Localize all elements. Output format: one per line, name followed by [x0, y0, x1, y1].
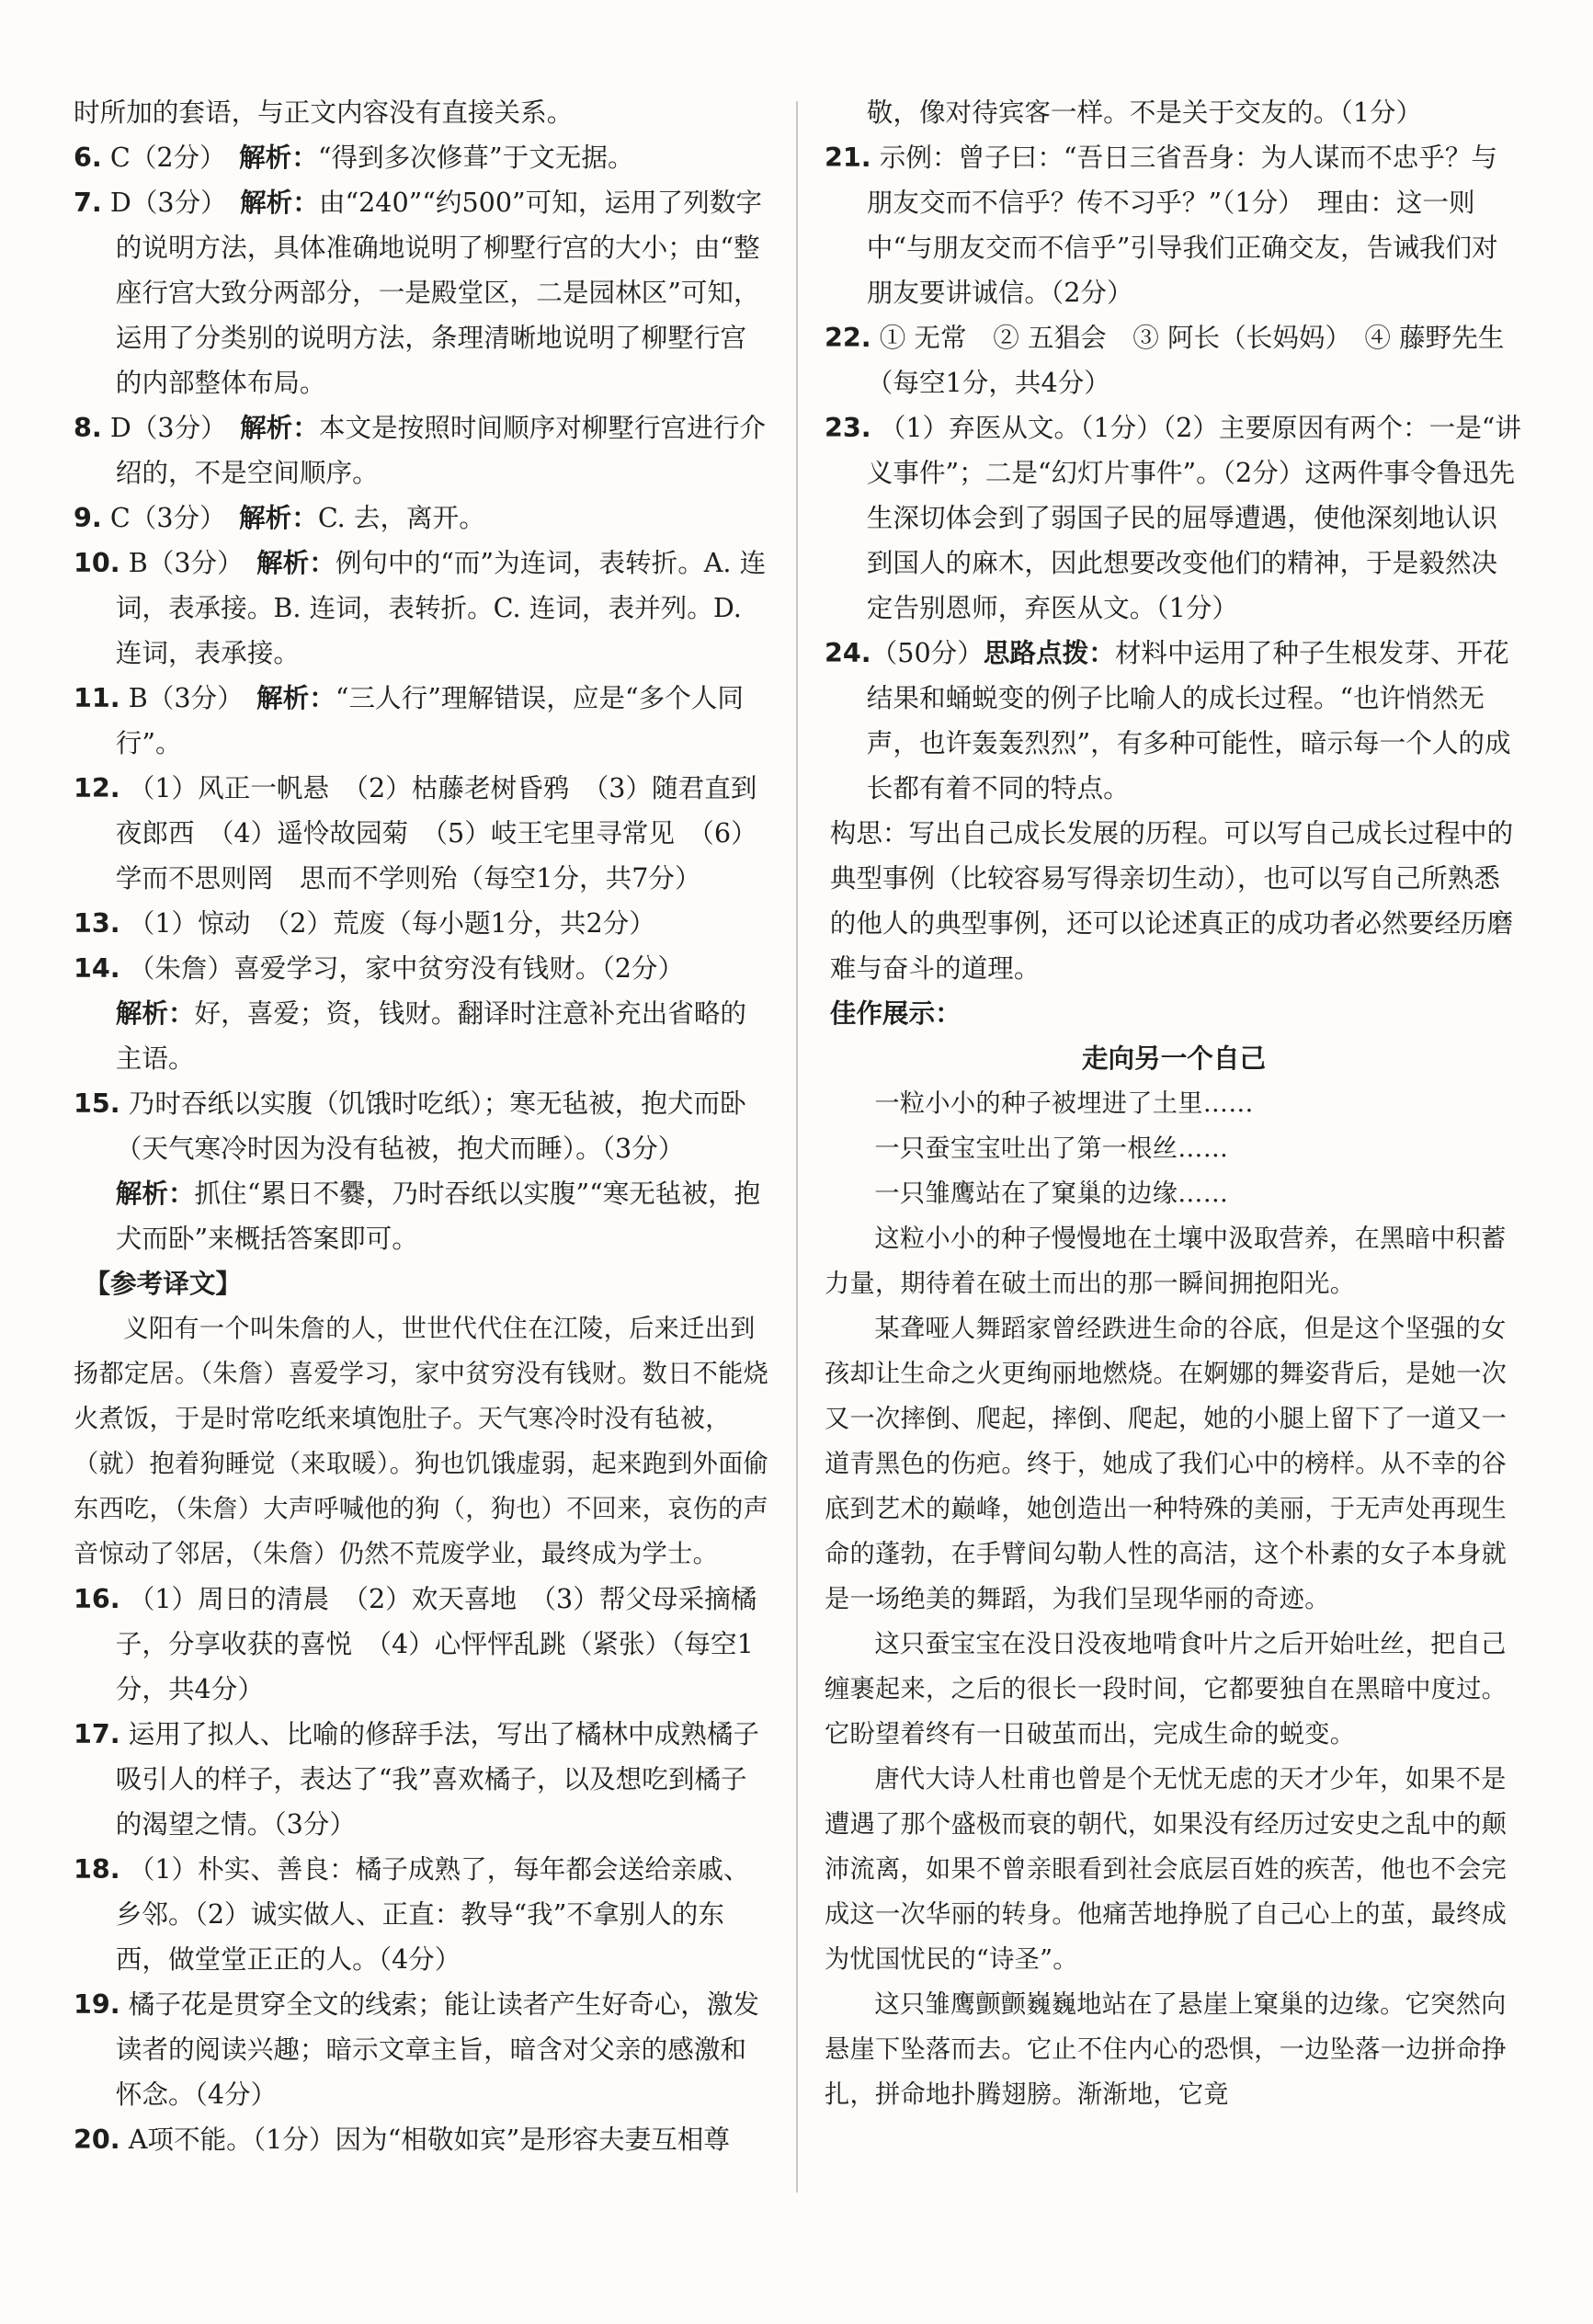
answer-number: 13. — [74, 907, 120, 939]
essay-paragraph: 一只雏鹰站在了窠巢的边缘…… — [874, 1179, 1229, 1208]
essay-body — [825, 1081, 1523, 2117]
showcase-heading: 佳作展示： — [829, 997, 961, 1029]
analysis-label: 解析： — [240, 412, 319, 443]
answer-14-note — [74, 991, 772, 1081]
answer-text: （1）惊动 （2）荒废（每小题1分，共2分） — [128, 907, 655, 939]
hint-label: 思路点拨： — [983, 637, 1115, 668]
answer-choice: C（2分） — [109, 142, 240, 173]
essay-paragraph: 这只雏鹰颤颤巍巍地站在了悬崖上窠巢的边缘。它突然向悬崖下坠落而去。它止不住内心的恐惧，一边坠落一边拼命挣扎，拼命地扑腾翅膀。渐渐地，它竟 — [825, 1990, 1508, 2109]
essay-paragraph: 这只蚕宝宝在没日没夜地啃食叶片之后开始吐丝，把自己缠裹起来，之后的很长一段时间，它都要独自在黑暗中度过。它盼望着终有一日破茧而出，完成生命的蜕变。 — [825, 1630, 1508, 1749]
answer-number: 16. — [74, 1583, 120, 1614]
outline-text: 构思：写出自己成长发展的历程。可以写自己成长过程中的典型事例（比较容易写得亲切生动），也可以写自己所熟悉的他人的典型事例，还可以论述真正的成功者必然要经历磨难与奋斗的道理。 — [829, 817, 1514, 984]
answer-item — [74, 2117, 772, 2162]
answer-text: C. 去，离开。 — [317, 502, 485, 533]
answer-text: A项不能。（1分）因为“相敬如宾”是形容夫妻互相尊 — [128, 2124, 730, 2155]
analysis-label: 解析： — [256, 547, 336, 578]
analysis-label: 解析： — [239, 142, 318, 173]
answer-item — [74, 541, 772, 676]
answer-24 — [825, 631, 1523, 811]
answer-item — [825, 315, 1523, 405]
answer-item — [74, 405, 772, 496]
answer-text: 例句中的“而”为连词，表转折。A. 连词，表承接。B. 连词，表转折。C. 连词，表并列。D. 连词，表承接。 — [115, 547, 767, 668]
answer-text: 橘子花是贯穿全文的线索；能让读者产生好奇心，激发读者的阅读兴趣；暗示文章主旨，暗含对父亲的感激和怀念。（4分） — [115, 1988, 760, 2110]
answer-text: 由“240”“约500”可知，运用了列数字的说明方法，具体准确地说明了柳墅行宫的大小；由“整座行宫大致分两部分，一是殿堂区，二是园林区”可知，运用了分类别的说明方法，条理清晰地说明了柳墅行宫的内部整体布局。 — [115, 187, 763, 398]
answer-list-3 — [825, 135, 1523, 631]
answer-item — [74, 1847, 772, 1982]
note-label: 解析： — [115, 997, 195, 1029]
note-label: 解析： — [115, 1178, 195, 1209]
answer-item — [825, 405, 1523, 631]
answer-number: 19. — [74, 1988, 120, 2020]
answer-item — [74, 1712, 772, 1847]
answer-number: 21. — [825, 142, 871, 173]
answer-score: （50分） — [870, 637, 984, 668]
answer-number: 23. — [825, 412, 871, 443]
note-text: 抓住“累日不爨，乃时吞纸以实腹”“寒无毡被，抱犬而卧”来概括答案即可。 — [115, 1178, 761, 1254]
answer-number: 20. — [74, 2124, 120, 2155]
answer-text: “得到多次修葺”于文无据。 — [317, 142, 634, 173]
answer-item — [74, 766, 772, 901]
answer-item — [74, 1982, 772, 2117]
answer-text: “三人行”理解错误，应是“多个人同行”。 — [115, 682, 744, 758]
answer-item — [74, 901, 772, 946]
answer-item — [74, 676, 772, 766]
answer-item — [74, 135, 772, 180]
answer-number: 7. — [74, 187, 102, 218]
reference-translation-heading: 【参考译文】 — [84, 1268, 243, 1299]
continuation-line: 敬，像对待宾客一样。不是关于交友的。（1分） — [866, 97, 1423, 128]
answer-number: 8. — [74, 412, 102, 443]
answer-text: 运用了拟人、比喻的修辞手法，写出了橘林中成熟橘子吸引人的样子，表达了“我”喜欢橘子，以及想吃到橘子的渴望之情。（3分） — [115, 1718, 760, 1840]
answer-number: 12. — [74, 772, 120, 803]
answer-number: 11. — [74, 682, 120, 713]
continuation-line: 时所加的套语，与正文内容没有直接关系。 — [74, 97, 574, 128]
answer-item — [74, 180, 772, 405]
right-column — [825, 90, 1523, 2117]
answer-choice: B（3分） — [128, 682, 257, 713]
essay-paragraph: 唐代大诗人杜甫也曾是个无忧无虑的天才少年，如果不是遭遇了那个盛极而衰的朝代，如果没有经历过安史之乱中的颠沛流离，如果不曾亲眼看到社会底层百姓的疾苦，他也不会完成这一次华丽的转身。他痛苦地挣脱了自己心上的茧，最终成为忧国忧民的“诗圣”。 — [825, 1765, 1508, 1974]
answer-list-2 — [74, 1577, 772, 2162]
note-text: 好，喜爱；资，钱财。翻译时注意补充出省略的主语。 — [115, 997, 747, 1074]
answer-choice: D（3分） — [109, 187, 241, 218]
answer-choice: D（3分） — [109, 412, 241, 443]
answer-text: （1）周日的清晨 （2）欢天喜地 （3）帮父母采摘橘子，分享收获的喜悦 （4）心怦怦乱跳（紧张）（每空1分，共4分） — [115, 1583, 757, 1704]
answer-number: 9. — [74, 502, 102, 533]
answer-15 — [74, 1081, 772, 1171]
answer-text: （朱詹）喜爱学习，家中贫穷没有钱财。（2分） — [128, 952, 685, 984]
analysis-label: 解析： — [256, 682, 336, 713]
analysis-label: 解析： — [240, 187, 319, 218]
answer-item — [74, 946, 772, 991]
answer-15-note — [74, 1171, 772, 1261]
answer-item — [74, 1577, 772, 1712]
answer-number: 24. — [825, 637, 871, 668]
answer-number: 14. — [74, 952, 120, 984]
answer-text: 示例：曾子曰：“吾日三省吾身：为人谋而不忠乎？与朋友交而不信乎？传不习乎？”（1分） 理由：这一则中“与朋友交而不信乎”引导我们正确交友，告诫我们对朋友要讲诚信。（2分） — [866, 142, 1498, 308]
answer-number: 22. — [825, 322, 871, 353]
answer-item — [74, 496, 772, 541]
essay-paragraph: 这粒小小的种子慢慢地在土壤中汲取营养，在黑暗中积蓄力量，期待着在破土而出的那一瞬间拥抱阳光。 — [825, 1225, 1507, 1298]
reference-translation: 义阳有一个叫朱詹的人，世世代代住在江陵，后来迁出到扬都定居。（朱詹）喜爱学习，家中贫穷没有钱财。数日不能烧火煮饭，于是时常吃纸来填饱肚子。天气寒冷时没有毡被，（就）抱着狗睡觉（来取暖）。狗也饥饿虚弱，起来跑到外面偷东西吃，（朱詹）大声呼喊他的狗（，狗也）不回来，哀伤的声音惊动了邻居，（朱詹）仍然不荒废学业，最终成为学士。 — [74, 1315, 769, 1568]
answer-item — [825, 135, 1523, 315]
answer-choice: C（3分） — [109, 502, 240, 533]
answer-number: 17. — [74, 1718, 120, 1749]
answer-number: 18. — [74, 1853, 120, 1885]
answer-text: （1）弃医从文。（1分）（2）主要原因有两个：一是“讲义事件”；二是“幻灯片事件”。（2分）这两件事令鲁迅先生深切体会到了弱国子民的屈辱遭遇，使他深刻地认识到国人的麻木，因此想要改变他们的精神，于是毅然决定告别恩师，弃医从文。（1分） — [866, 412, 1522, 623]
answer-number: 6. — [74, 142, 102, 173]
column-divider — [796, 101, 798, 2193]
answer-list-1 — [74, 135, 772, 991]
answer-number: 15. — [74, 1088, 120, 1119]
left-column — [74, 90, 772, 2162]
essay-paragraph: 一粒小小的种子被埋进了土里…… — [874, 1089, 1254, 1118]
essay-paragraph: 一只蚕宝宝吐出了第一根丝…… — [874, 1134, 1229, 1163]
essay-paragraph: 某聋哑人舞蹈家曾经跌进生命的谷底，但是这个坚强的女孩却让生命之火更绚丽地燃烧。在婀娜的舞姿背后，是她一次又一次摔倒、爬起，摔倒、爬起，她的小腿上留下了一道又一道青黑色的伤疤。终于，她成了我们心中的榜样。从不幸的谷底到艺术的巅峰，她创造出一种特殊的美丽，于无声处再现生命的蓬勃，在手臂间勾勒人性的高洁，这个朴素的女子本身就是一场绝美的舞蹈，为我们呈现华丽的奇迹。 — [825, 1315, 1508, 1613]
essay-title: 走向另一个自己 — [1081, 1042, 1267, 1074]
hint-text: 材料中运用了种子生根发芽、开花结果和蛹蜕变的例子比喻人的成长过程。“也许悄然无声，也许轰轰烈烈”，有多种可能性，暗示每一个人的成长都有着不同的特点。 — [866, 637, 1511, 803]
answer-text: 乃时吞纸以实腹（饥饿时吃纸）；寒无毡被，抱犬而卧（天气寒冷时因为没有毡被，抱犬而睡）。（3分） — [115, 1088, 746, 1164]
answer-text: 本文是按照时间顺序对柳墅行宫进行介绍的，不是空间顺序。 — [115, 412, 766, 488]
answer-number: 10. — [74, 547, 120, 578]
answer-choice: B（3分） — [128, 547, 257, 578]
answer-text: （1）风正一帆悬 （2）枯藤老树昏鸦 （3）随君直到夜郎西 （4）遥怜故园菊 （5）岐王宅里寻常见 （6）学而不思则罔 思而不学则殆（每空1分，共7分） — [115, 772, 757, 894]
answer-text: （1）朴实、善良：橘子成熟了，每年都会送给亲戚、乡邻。（2）诚实做人、正直：教导“我”不拿别人的东西，做堂堂正正的人。（4分） — [115, 1853, 750, 1975]
answer-text: ① 无常 ② 五猖会 ③ 阿长（长妈妈） ④ 藤野先生（每空1分，共4分） — [866, 322, 1505, 398]
analysis-label: 解析： — [239, 502, 318, 533]
